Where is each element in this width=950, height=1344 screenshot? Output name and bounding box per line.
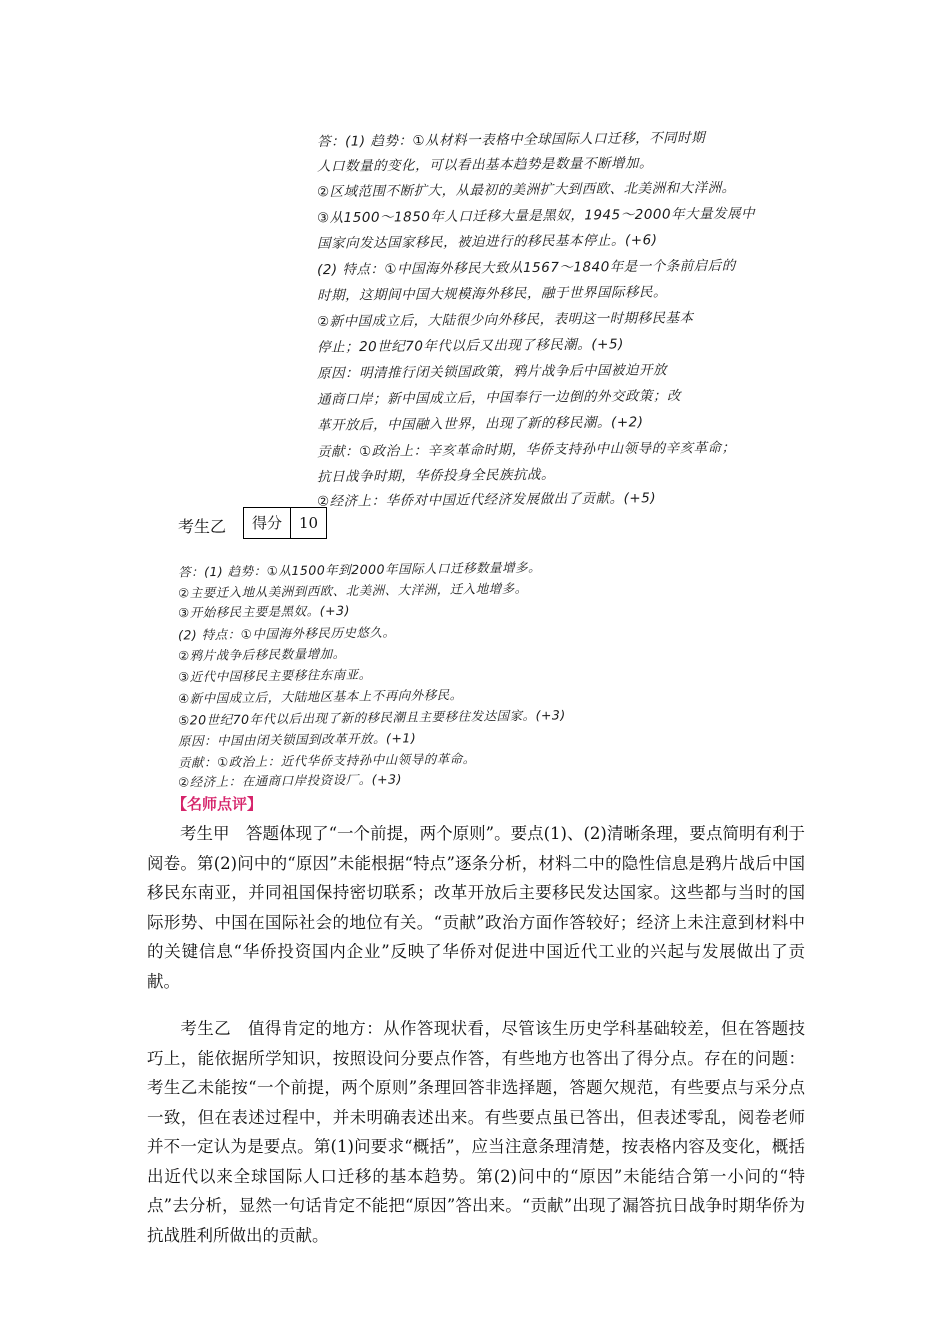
handwritten-line: ②新中国成立后，大陆很少向外移民，表明这一时期移民基本 bbox=[316, 310, 694, 330]
handwritten-line: 停止；20世纪70年代以后又出现了移民潮。(+5) bbox=[316, 336, 624, 356]
handwritten-line: ②主要迁入地从美洲到西欧、北美洲、大洋洲，迁入地增多。 bbox=[177, 580, 528, 601]
score-value: 10 bbox=[290, 508, 326, 538]
handwritten-line: ③近代中国移民主要移往东南亚。 bbox=[177, 666, 372, 685]
review-paragraph-a-text: 考生甲 答题体现了“一个前提，两个原则”。要点(1)、(2)清晰条理，要点简明有利于阅卷。第(2)问中的“原因”未能根据“特点”逐条分析，材料二中的隐性信息是鸦片战后中国移民东南亚，并同祖国保持密切联系；改革开放后主要移民发达国家。这些都与当时的国际形势、中国在国际社会的地位有关。“贡献”政治方面作答较好；经济上未注意到材料中的关键信息“华侨投资国内企业”反映了华侨对促进中国近代工业的兴起与发展做出了贡献。 bbox=[147, 824, 805, 991]
handwritten-line: 答：(1) 趋势：①从1500年到2000年国际人口迁移数量增多。 bbox=[177, 559, 542, 580]
handwritten-line: 贡献：①政治上：辛亥革命时期，华侨支持孙中山领导的辛亥革命； bbox=[316, 439, 736, 461]
score-box bbox=[243, 507, 327, 539]
review-paragraph-b bbox=[147, 1014, 805, 1250]
handwritten-line: ③从1500～1850年人口迁移大量是黑奴，1945～2000年大量发展中 bbox=[316, 205, 756, 227]
handwritten-line: ②鸦片战争后移民数量增加。 bbox=[177, 645, 346, 664]
handwritten-line: ③开始移民主要是黑奴。(+3) bbox=[177, 602, 350, 621]
handwritten-line: 原因：中国由闭关锁国到改革开放。(+1) bbox=[177, 730, 417, 749]
handwritten-line: 答：(1) 趋势：①从材料一表格中全球国际人口迁移，不同时期 bbox=[316, 129, 706, 151]
handwritten-line: 贡献：①政治上：近代华侨支持孙中山领导的革命。 bbox=[177, 750, 476, 771]
handwritten-line: 时期，这期间中国大规模海外移民，融于世界国际移民。 bbox=[316, 284, 668, 304]
review-paragraph-a bbox=[147, 819, 805, 996]
handwritten-line: 国家向发达国家移民，被迫进行的移民基本停止。(+6) bbox=[316, 232, 658, 252]
handwritten-line: ②经济上：在通商口岸投资设厂。(+3) bbox=[177, 771, 402, 790]
review-paragraph-b-text: 考生乙 值得肯定的地方：从作答现状看，尽管该生历史学科基础较差，但在答题技巧上，能依据所学知识，按照设问分要点作答，有些地方也答出了得分点。存在的问题：考生乙未能按“一个前提，两个原则”条理回答非选择题，答题欠规范，有些要点与采分点一致，但在表述过程中，并未明确表述出来。有些要点虽已答出，但表述零乱，阅卷老师并不一定认为是要点。第(1)问要求“概括”，应当注意条理清楚，按表格内容及变化，概括出近代以来全球国际人口迁移的基本趋势。第(2)问中的“原因”未能结合第一小问的“特点”去分析，显然一句话肯定不能把“原因”答出来。“贡献”出现了漏答抗日战争时期华侨为抗战胜利所做出的贡献。 bbox=[147, 1019, 805, 1245]
handwritten-line: 通商口岸；新中国成立后，中国奉行一边倒的外交政策；改 bbox=[316, 388, 682, 408]
handwritten-line: ②经济上：华侨对中国近代经济发展做出了贡献。(+5) bbox=[316, 490, 657, 510]
review-title: 【名师点评】 bbox=[172, 795, 263, 813]
handwritten-line: (2) 特点：①中国海外移民历史悠久。 bbox=[177, 624, 396, 643]
handwritten-line: 抗日战争时期，华侨投身全民族抗战。 bbox=[316, 466, 556, 486]
handwritten-line: 人口数量的变化，可以看出基本趋势是数量不断增加。 bbox=[316, 155, 654, 175]
handwritten-line: ④新中国成立后，大陆地区基本上不再向外移民。 bbox=[177, 687, 463, 706]
handwritten-line: ②区域范围不断扩大，从最初的美洲扩大到西欧、北美洲和大洋洲。 bbox=[316, 179, 736, 201]
student-b-label: 考生乙 bbox=[178, 517, 227, 536]
score-label: 得分 bbox=[252, 514, 283, 532]
handwritten-line: (2) 特点：①中国海外移民大致从1567～1840年是一个条前启后的 bbox=[316, 257, 736, 279]
handwritten-line: 原因：明清推行闭关锁国政策，鸦片战争后中国被迫开放 bbox=[316, 362, 668, 382]
handwritten-line: ⑤20世纪70年代以后出现了新的移民潮且主要移往发达国家。(+3) bbox=[177, 707, 566, 728]
handwritten-line: 革开放后，中国融入世界，出现了新的移民潮。(+2) bbox=[316, 414, 644, 434]
